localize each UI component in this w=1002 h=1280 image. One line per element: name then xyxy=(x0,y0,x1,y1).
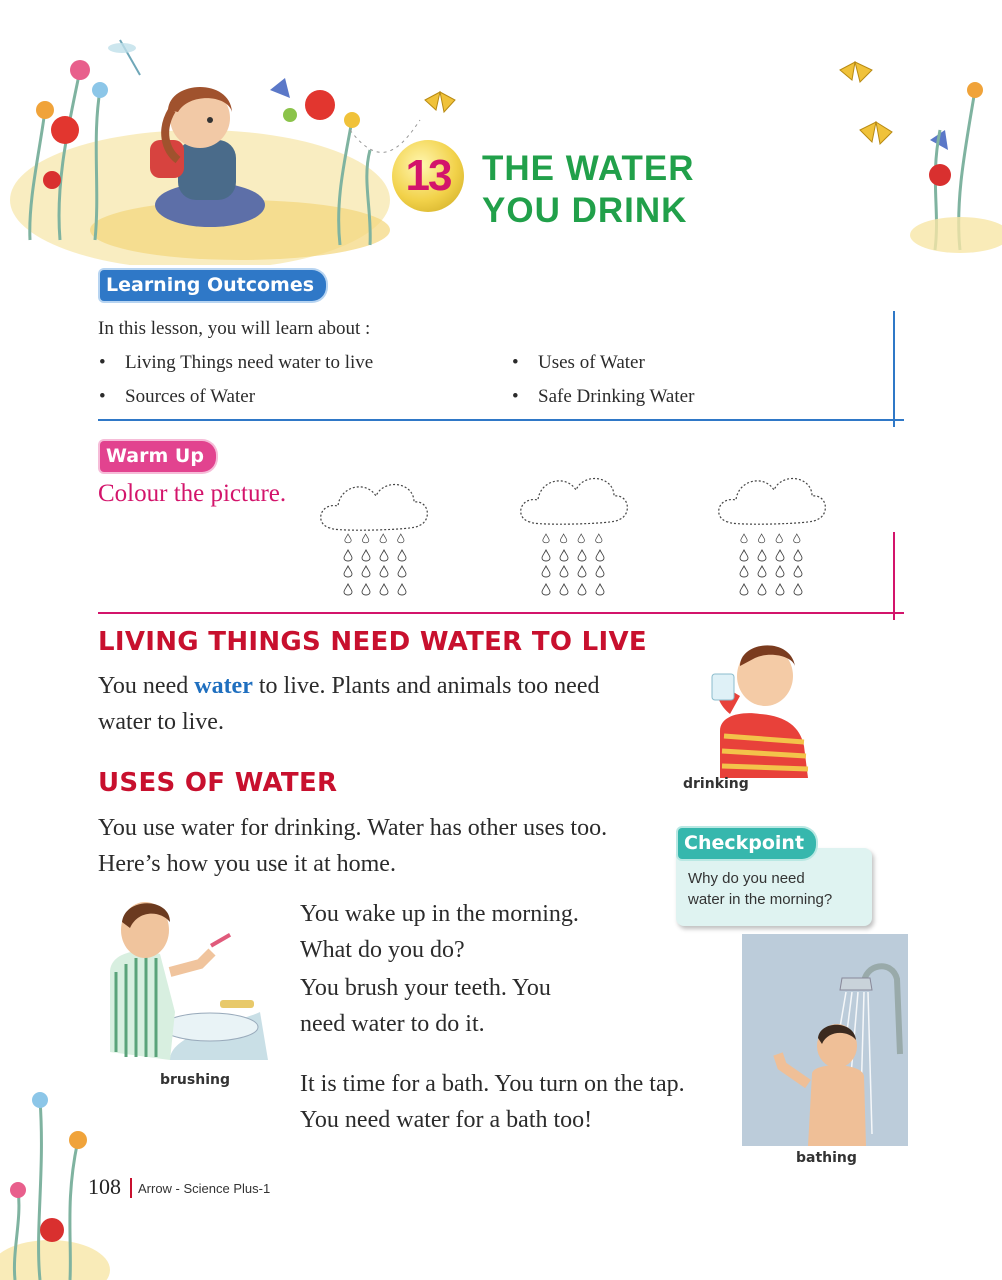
image-caption: bathing xyxy=(796,1150,857,1166)
checkpoint-tag: Checkpoint xyxy=(678,828,816,859)
paragraph: What do you do? xyxy=(300,937,465,963)
rain-clouds-colouring xyxy=(318,462,838,612)
list-item: • Uses of Water xyxy=(538,352,645,374)
section-heading-living-things: LIVING THINGS NEED WATER TO LIVE xyxy=(98,627,647,657)
paragraph: Here’s how you use it at home. xyxy=(98,851,396,877)
image-caption: drinking xyxy=(683,776,749,792)
checkpoint-line: water in the morning? xyxy=(688,891,833,908)
boy-brushing-image xyxy=(100,892,268,1060)
page-number: 108 xyxy=(88,1174,121,1199)
list-item: • Sources of Water xyxy=(125,386,255,408)
paragraph: You use water for drinking. Water has other uses too. xyxy=(98,815,608,841)
divider xyxy=(893,311,895,427)
list-item: • Safe Drinking Water xyxy=(538,386,694,408)
chapter-title xyxy=(482,148,695,232)
paragraph: water to live. xyxy=(98,709,224,735)
chapter-title-line2: YOU DRINK xyxy=(482,191,688,230)
divider xyxy=(893,532,895,620)
paragraph: You brush your teeth. You xyxy=(300,975,551,1001)
warm-up-instruction: Colour the picture. xyxy=(98,480,287,507)
checkpoint-question xyxy=(688,868,868,910)
checkpoint-line: Why do you need xyxy=(688,870,805,887)
warm-up-tag: Warm Up xyxy=(100,441,216,472)
chapter-title-line1: THE WATER xyxy=(482,149,695,188)
learning-outcomes-tag: Learning Outcomes xyxy=(100,270,326,301)
image-caption: brushing xyxy=(160,1072,230,1088)
divider xyxy=(98,612,904,614)
divider xyxy=(130,1178,132,1198)
paragraph: You need water for a bath too! xyxy=(300,1107,593,1133)
chapter-number-badge xyxy=(392,140,464,212)
cloud-icon xyxy=(521,479,628,525)
paragraph xyxy=(98,668,599,704)
paragraph-text: You need xyxy=(98,673,195,699)
learning-outcomes-intro: In this lesson, you will learn about : xyxy=(98,318,371,339)
paragraph: need water to do it. xyxy=(300,1011,485,1037)
cloud-icon xyxy=(321,485,428,531)
keyword-water: water xyxy=(194,673,253,699)
divider xyxy=(98,419,904,421)
paragraph: You wake up in the morning. xyxy=(300,901,579,927)
paragraph: It is time for a bath. You turn on the tap. xyxy=(300,1071,685,1097)
section-heading-uses-of-water: USES OF WATER xyxy=(98,768,338,798)
paragraph-text: to live. Plants and animals too need xyxy=(252,673,600,699)
list-item: • Living Things need water to live xyxy=(125,352,373,374)
boy-drinking-image xyxy=(700,636,812,778)
book-title: Arrow - Science Plus-1 xyxy=(138,1181,271,1196)
cloud-icon xyxy=(719,479,826,525)
chapter-number: 13 xyxy=(405,151,451,200)
boy-bathing-image xyxy=(742,934,908,1146)
